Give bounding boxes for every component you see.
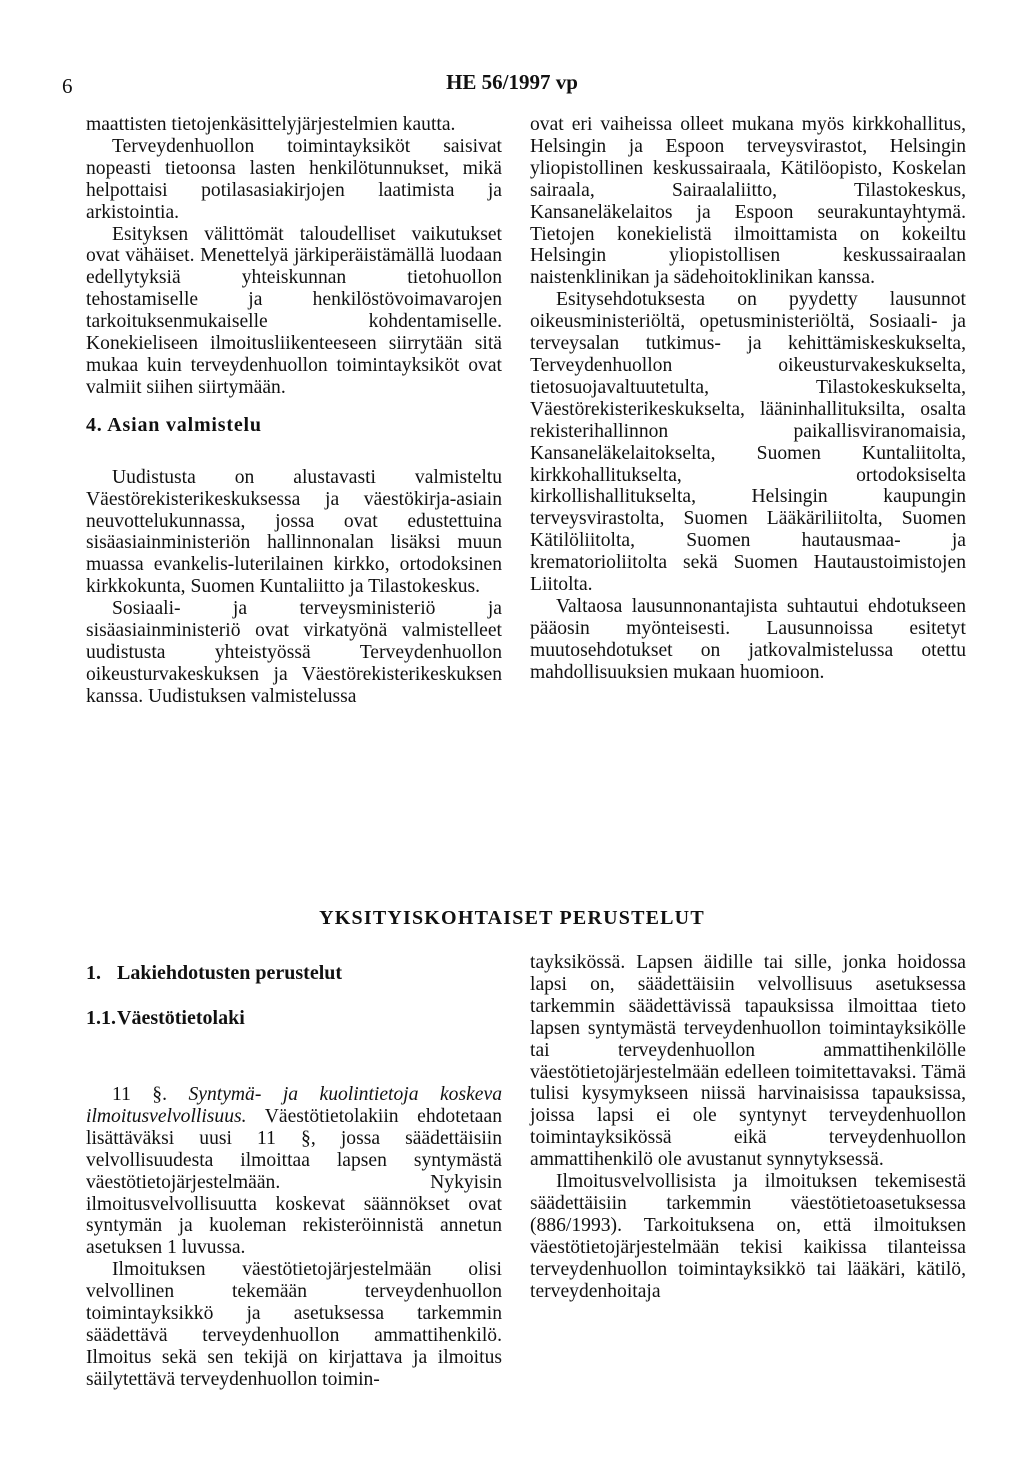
- paragraph: Esitysehdotuksesta on pyydetty lausunnot oikeusministeriöltä, opetusministeriöltä, Sosiaali- ja terveysalan tutkimus- ja kehittämiskeskukselta, Terveydenhuollon oikeusturvakeskukselta, tietosuojavaltuutetulta, Tilastokeskukselta, Väestörekisterikeskukselta, lääninhallituksilta, osalta rekisterihallinnon paikallisviranomaisia, Kansaneläkelaitokselta, Suomen Kuntaliitolta, kirkkohallitukselta, ortodoksiselta kirkollishallitukselta, Helsingin kaupungin terveysvirastolta, Suomen Lääkäriliitolta, Suomen Kätilöliitolta, Suomen hautausmaa- ja krematorioliitolta sekä Suomen Hautaustoimistojen Liitolta.: [530, 289, 966, 596]
- paragraph: [86, 1084, 502, 1259]
- paragraph: maattisten tietojenkäsittelyjärjestelmien kautta.: [86, 114, 456, 135]
- paragraph: Sosiaali- ja terveysministeriö ja sisäasiainministeriö ovat virkatyönä valmistelleet uudistusta yhteistyössä Terveydenhuollon oikeusturvakeskuksen ja Väestörekisterikeskuksen kanssa. Uudistuksen valmistelussa: [86, 598, 502, 707]
- bottom-right-column: [530, 952, 966, 1303]
- bottom-left-column: [86, 1084, 502, 1391]
- top-right-column: [530, 114, 966, 684]
- heading-number: 1.: [86, 962, 101, 984]
- paragraph: Uudistusta on alustavasti valmisteltu Väestörekisterikeskuksessa ja väestökirja-asiain neuvottelukunnassa, jossa ovat edustettuina sisäasiainministeriön hallinnonalan lisäksi muun muassa evankelis-luterilainen kirkko, ortodoksinen kirkkokunta, Suomen Kuntaliitto ja Tilastokeskus.: [86, 466, 502, 598]
- heading-level-1: [86, 962, 342, 985]
- paragraph: Esityksen välittömät taloudelliset vaikutukset ovat vähäiset. Menettelyä järkiperäistämällä luodaan edellytyksiä yhteiskunnan tietohuollon tehostamiselle ja henkilöstövoimavarojen tarkoituksenmukaiselle kohdentamiselle. Konekieliseen ilmoitusliikenteeseen siirrytään sitä mukaa kuin terveydenhuollon toimintayksiköt ovat valmiit siihen siirtymään.: [86, 223, 502, 398]
- heading-number: 1.1.: [86, 1007, 116, 1029]
- paragraph: Terveydenhuollon toimintayksiköt saisivat nopeasti tietoonsa lasten henkilötunnukset, mikä helpottaisi potilasasiakirjojen laatimista ja arkistointia.: [86, 135, 502, 223]
- page-number: 6: [62, 74, 73, 98]
- paragraph: Ilmoituksen väestötietojärjestelmään olisi velvollinen tekemään terveydenhuollon toimintayksikkö ja asetuksessa tarkemmin säädettävä terveydenhuollon ammattihenkilö. Ilmoitus sekä sen tekijä on kirjattava ja ilmoitus säilytettävä terveydenhuollon toimin-: [86, 1259, 502, 1390]
- top-left-column: [86, 114, 502, 708]
- paragraph-text: Väestötietolakiin ehdotetaan lisättäväksi uusi 11 §, jossa säädettäisiin velvollisuudesta ilmoittaa lapsen syntymästä väestötietojärjestelmään. Nykyisin ilmoitusvelvollisuutta koskevat säännökset ovat syntymän ja kuoleman rekisteröinnistä annetun asetuksen 1 luvussa.: [86, 1105, 502, 1259]
- section-heading: 4. Asian valmistelu: [86, 413, 262, 436]
- main-title: YKSITYISKOHTAISET PERUSTELUT: [319, 907, 705, 929]
- heading-text: Väestötietolaki: [117, 1007, 245, 1029]
- heading-level-2: [86, 1007, 245, 1030]
- section-number: 11 §.: [112, 1084, 168, 1105]
- paragraph: Ilmoitusvelvollisista ja ilmoituksen tekemisestä säädettäisiin tarkemmin väestötietoasetuksessa (886/1993). Tarkoituksena on, että ilmoituksen väestötietojärjestelmään tekisi kaikissa tilanteissa terveydenhuollon toimintayksikkö tai lääkäri, kätilö, terveydenhoitaja: [530, 1171, 966, 1302]
- running-head: HE 56/1997 vp: [446, 70, 578, 94]
- provision-title: Syntymä- ja kuolintietoja koskeva ilmoitusvelvollisuus.: [86, 1084, 502, 1127]
- heading-text: Lakiehdotusten perustelut: [117, 962, 343, 984]
- paragraph: tayksikössä. Lapsen äidille tai sille, jonka hoidossa lapsi on, säädettäisiin velvollisuus asetuksessa tarkemmin säädettävissä tapauksissa ilmoittaa tieto lapsen syntymästä terveydenhuollon toimintayksikölle tai terveydenhuollon ammattihenkilölle väestötietojärjestelmään edelleen toimitettavaksi. Tämä tulisi kysymykseen niissä harvinaisissa tapauksissa, joissa lapsi ei ole syntynyt terveydenhuollon toimintayksikössä eikä terveydenhuollon ammattihenkilö ole avustanut synnytyksessä.: [530, 952, 966, 1171]
- paragraph: ovat eri vaiheissa olleet mukana myös kirkkohallitus, Helsingin ja Espoon terveysvirastot, Helsingin yliopistollinen keskussairaala, Kätilöopisto, Koskelan sairaala, Sairaalaliitto, Tilastokeskus, Kansaneläkelaitos ja Espoon seurakuntayhtymä. Tietojen konekielistä ilmoittamista on kokeiltu Helsingin yliopistollisen keskussairaalan naistenklinikan ja sädehoitoklinikan kanssa.: [530, 114, 966, 289]
- paragraph: Valtaosa lausunnonantajista suhtautui ehdotukseen pääosin myönteisesti. Lausunnoissa esitetyt muutosehdotukset on jatkovalmistelussa otettu mahdollisuuksien mukaan huomioon.: [530, 595, 966, 683]
